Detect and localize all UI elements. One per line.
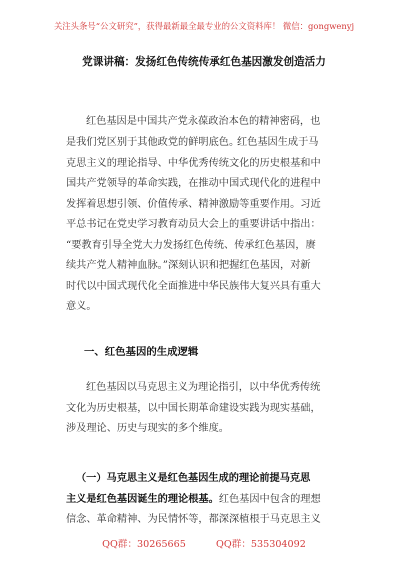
qq-group-2: QQ群：535304092 <box>216 539 306 550</box>
paragraph-text: 红色基因中包含的理想 <box>218 493 321 505</box>
paragraph-line: 涉及理论、历史与现实的多个维度。 <box>66 423 229 434</box>
paragraph-line: 时代以中国式现代化全面推进中华民族伟大复兴具有重大 <box>66 280 321 292</box>
document-title: 党课讲稿：发扬红色传统传承红色基因激发创造活力 <box>82 56 326 68</box>
qq-group-1: QQ群：30265665 <box>102 539 186 550</box>
subsection-heading-cont: 主义是红色基因诞生的理论根基。 <box>66 492 219 505</box>
paragraph-2 <box>66 133 342 318</box>
paragraph-line: 是我们党区别于其他政党的鲜明底色。 <box>66 136 240 148</box>
paragraph-line: 文化为历史根基，以中国长期革命建设实践为现实基础， <box>66 402 321 414</box>
paragraph-line: 红色基因是中国共产党永葆政治本色的精神密码，也 <box>86 116 321 127</box>
paragraph-3 <box>66 378 342 440</box>
paragraph-4 <box>66 468 342 531</box>
section-heading-1: 一、红色基因的生成逻辑 <box>84 346 199 358</box>
paragraph-line: 续共产党人精神血脉。”深刻认识和把握红色基因，对新 <box>66 260 311 271</box>
paragraph-line: 克思主义的理论指导、中华优秀传统文化的历史根基和中 <box>66 157 321 169</box>
paragraph-line: 国共产党领导的革命实践，在推动中国式现代化的进程中 <box>66 178 321 189</box>
footer-qq-note <box>0 538 408 552</box>
paragraph-line: 红色基因以马克思主义为理论指引，以中华优秀传统 <box>86 382 321 393</box>
paragraph-line: 意义。 <box>66 301 97 312</box>
header-promo-note: 关注头条号“公文研究”，获得最新最全最专业的公文资料库！ 微信：gongwenyj <box>53 21 355 31</box>
subsection-heading: （一）马克思主义是红色基因生成的理论前提马克思 <box>76 472 311 484</box>
paragraph-line: 发挥着思想引领、价值传承、精神激励等重要作用。习近 <box>66 198 321 210</box>
paragraph-line: “要教育引导全党大力发扬红色传统、传承红色基因，赓 <box>66 239 316 251</box>
paragraph-line: 平总书记在党史学习教育动员大会上的重要讲话中指出： <box>66 219 321 230</box>
paragraph-line: 红色基因生成于马 <box>237 137 319 148</box>
paragraph-line: 信念、革命精神、为民情怀等，都深深植根于马克思主义 <box>66 514 321 525</box>
